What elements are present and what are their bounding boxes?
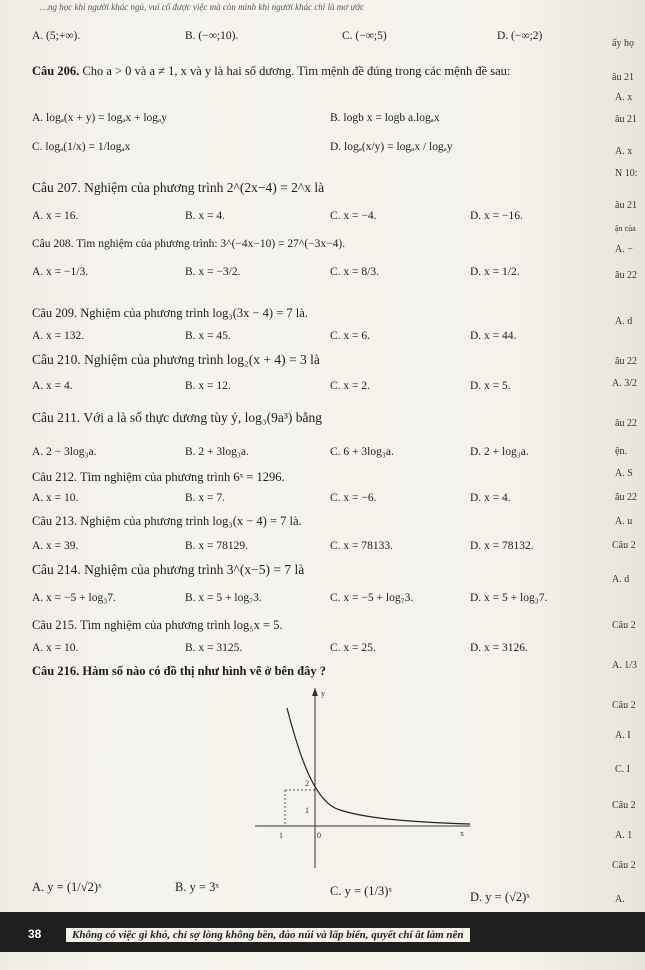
q215-opt-b: B. x = 3125. <box>185 642 243 654</box>
margin-text: A. 3/2 <box>612 378 637 389</box>
margin-text: A. I <box>615 730 631 741</box>
q214-stem: Câu 214. Nghiệm của phương trình 3^(x−5) = 7 là <box>32 562 305 577</box>
q210-opt-b: B. x = 12. <box>185 380 231 392</box>
header-quote: …ng học khi người khác ngủ, vui cố được việc mà còn mình khi người khác chỉ là mơ ước <box>40 2 365 12</box>
margin-text: âu 21 <box>612 72 634 83</box>
x-tick-label: 1 <box>279 831 283 840</box>
q210-stem: Câu 210. Nghiệm của phương trình log₂(x + 4) = 3 là <box>32 352 320 367</box>
q205-opt-d: D. (−∞;2) <box>497 30 543 42</box>
margin-text: A. d <box>612 574 630 585</box>
q214-opt-a: A. x = −5 + log₃7. <box>32 592 116 604</box>
margin-text: Câu 2 <box>612 540 636 551</box>
q209-opt-b: B. x = 45. <box>185 330 231 342</box>
margin-text: âu 22 <box>615 418 637 429</box>
margin-text: ấy họ <box>612 38 634 49</box>
margin-text: C. I <box>615 764 630 775</box>
q205-opt-a: A. (5;+∞). <box>32 30 81 42</box>
q207-opt-c: C. x = −4. <box>330 210 377 222</box>
y-tick-label: 1 <box>305 806 309 815</box>
q216-opt-a: A. y = (1/√2)ˣ <box>32 880 102 894</box>
q206-opt-b: B. logb x = logb a.logₐx <box>330 112 440 124</box>
margin-text: Câu 2 <box>612 800 636 811</box>
q214-opt-b: B. x = 5 + log₇3. <box>185 592 262 604</box>
q209-stem: Câu 209. Nghiệm của phương trình log₃(3x − 4) = 7 là. <box>32 306 308 320</box>
margin-text: Câu 2 <box>612 860 636 871</box>
q211-opt-c: C. 6 + 3log₃a. <box>330 446 394 458</box>
x-axis-label: x <box>460 829 464 838</box>
q216-opt-b: B. y = 3ˣ <box>175 880 220 894</box>
q206-opt-d: D. logₐ(x/y) = logₐx / logₐy <box>330 141 453 153</box>
q210-opt-a: A. x = 4. <box>32 380 73 392</box>
q206-label: Câu 206. Cho a > 0 và a ≠ 1, x và y là hai số dương. Tìm mệnh đề đúng trong các mệnh đề sau: <box>32 64 511 78</box>
q215-opt-a: A. x = 10. <box>32 642 79 654</box>
margin-text: A. x <box>615 146 633 157</box>
footer-quote: Không có việc gì khó, chỉ sợ lòng không bền, đào núi và lấp biển, quyết chí ắt làm nên <box>66 928 470 942</box>
q213-opt-a: A. x = 39. <box>32 540 79 552</box>
q216-stem: Câu 216. Hàm số nào có đồ thị như hình vẽ ở bên đây ? <box>32 664 327 678</box>
q212-opt-a: A. x = 10. <box>32 492 79 504</box>
q206-opt-c: C. logₐ(1/x) = 1/logₐx <box>32 141 131 153</box>
q208-stem: Câu 208. Tìm nghiệm của phương trình: 3^(−4x−10) = 27^(−3x−4). <box>32 238 346 250</box>
q214-opt-d: D. x = 5 + log₃7. <box>470 592 548 604</box>
q209-opt-d: D. x = 44. <box>470 330 517 342</box>
q207-opt-a: A. x = 16. <box>32 210 79 222</box>
q205-opt-b: B. (−∞;10). <box>185 30 239 42</box>
q211-opt-a: A. 2 − 3log₃a. <box>32 446 97 458</box>
origin-label: 0 <box>317 831 321 840</box>
q205-opt-c: C. (−∞;5) <box>342 30 387 42</box>
q212-opt-b: B. x = 7. <box>185 492 226 504</box>
q209-opt-c: C. x = 6. <box>330 330 371 342</box>
margin-text: ện. <box>615 446 627 457</box>
q215-opt-d: D. x = 3126. <box>470 642 528 654</box>
q208-opt-d: D. x = 1/2. <box>470 266 520 278</box>
q211-opt-d: D. 2 + log₃a. <box>470 446 529 458</box>
q216-opt-d: D. y = (√2)ˣ <box>470 890 530 904</box>
q208-opt-c: C. x = 8/3. <box>330 266 379 278</box>
q211-opt-b: B. 2 + 3log₃a. <box>185 446 249 458</box>
margin-text: âu 21 <box>615 200 637 211</box>
q209-opt-a: A. x = 132. <box>32 330 85 342</box>
q215-opt-c: C. x = 25. <box>330 642 376 654</box>
q210-opt-c: C. x = 2. <box>330 380 371 392</box>
q213-opt-b: B. x = 78129. <box>185 540 249 552</box>
margin-text: A. 1 <box>615 830 633 841</box>
q207-stem: Câu 207. Nghiệm của phương trình 2^(2x−4) = 2^x là <box>32 180 325 195</box>
q215-stem: Câu 215. Tìm nghiệm của phương trình log₅x = 5. <box>32 618 283 632</box>
q212-opt-c: C. x = −6. <box>330 492 377 504</box>
margin-text: A. u <box>615 516 633 527</box>
margin-text: A. d <box>615 316 633 327</box>
q206-opt-a: A. logₐ(x + y) = logₐx + logₐy <box>32 112 167 124</box>
margin-text: A. S <box>615 468 633 479</box>
margin-text: âu 22 <box>615 356 637 367</box>
q212-stem: Câu 212. Tìm nghiệm của phương trình 6ˣ = 1296. <box>32 470 285 484</box>
margin-text: N 10: <box>615 168 638 179</box>
q207-opt-b: B. x = 4. <box>185 210 226 222</box>
margin-text: âu 22 <box>615 492 637 503</box>
q213-opt-c: C. x = 78133. <box>330 540 394 552</box>
margin-text: Câu 2 <box>612 700 636 711</box>
margin-text: Câu 2 <box>612 620 636 631</box>
q210-opt-d: D. x = 5. <box>470 380 511 392</box>
q208-opt-a: A. x = −1/3. <box>32 266 89 278</box>
margin-text: âu 22 <box>615 270 637 281</box>
margin-text: A. 1/3 <box>612 660 637 671</box>
q216-opt-c: C. y = (1/3)ˣ <box>330 884 393 898</box>
q213-stem: Câu 213. Nghiệm của phương trình log₃(x − 4) = 7 là. <box>32 514 302 528</box>
function-graph <box>255 688 505 868</box>
q211-stem: Câu 211. Với a là số thực dương tùy ý, log₃(9a³) bằng <box>32 410 323 425</box>
page-number: 38 <box>28 927 42 941</box>
y-axis-arrow <box>312 688 318 696</box>
margin-text: A. − <box>615 244 633 255</box>
margin-text: A. <box>615 894 625 905</box>
q212-opt-d: D. x = 4. <box>470 492 511 504</box>
q213-opt-d: D. x = 78132. <box>470 540 534 552</box>
margin-text: âu 21 <box>615 114 637 125</box>
curve <box>287 708 470 824</box>
margin-text: ận của <box>615 224 636 233</box>
y-axis-label: y <box>321 689 325 698</box>
q208-opt-b: B. x = −3/2. <box>185 266 241 278</box>
q214-opt-c: C. x = −5 + log₇3. <box>330 592 414 604</box>
q207-opt-d: D. x = −16. <box>470 210 523 222</box>
y-tick-label: 2 <box>305 779 309 788</box>
margin-text: A. x <box>615 92 633 103</box>
